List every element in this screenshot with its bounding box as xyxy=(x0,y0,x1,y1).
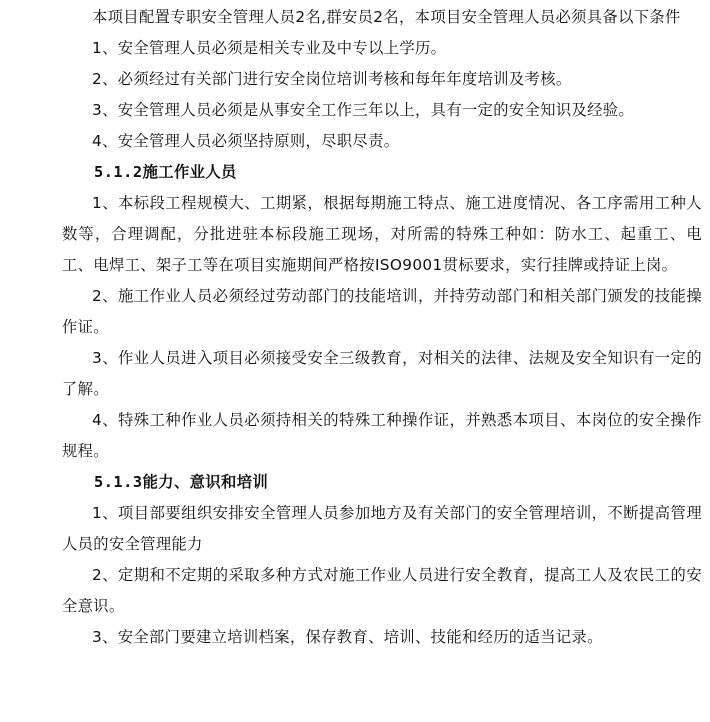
paragraph-item: 2、必须经过有关部门进行安全岗位培训考核和每年年度培训及考核。 xyxy=(92,70,572,88)
paragraph-item: 3、安全管理人员必须是从事安全工作三年以上，具有一定的安全知识及经验。 xyxy=(92,101,635,119)
paragraph-item: 4、特殊工种作业人员必须持相关的特殊工种操作证，并熟悉本项目、本岗位的安全操作规程。 xyxy=(62,411,702,460)
document-body xyxy=(62,2,702,653)
paragraph-item: 4、安全管理人员必须坚持原则，尽职尽责。 xyxy=(92,132,400,150)
paragraph-intro: 本项目配置专职安全管理人员2名,群安员2名，本项目安全管理人员必须具备以下条件 xyxy=(92,8,681,26)
paragraph-item: 2、施工作业人员必须经过劳动部门的技能培训，并持劳动部门和相关部门颁发的技能操作证。 xyxy=(62,287,702,336)
section-heading xyxy=(62,157,702,188)
section-title: 施工作业人员 xyxy=(142,163,237,181)
paragraph-item: 1、安全管理人员必须是相关专业及中专以上学历。 xyxy=(92,39,447,57)
paragraph-item: 3、安全部门要建立培训档案，保存教育、培训、技能和经历的适当记录。 xyxy=(92,628,603,646)
paragraph-item: 3、作业人员进入项目必须接受安全三级教育，对相关的法律、法规及安全知识有一定的了解。 xyxy=(62,349,702,398)
paragraph-item: 1、本标段工程规模大、工期紧，根据每期施工特点、施工进度情况、各工序需用工种人数等，合理调配，分批进驻本标段施工现场，对所需的特殊工种如：防水工、起重工、电工、电焊工、架子工等在项目实施期间严格按ISO9001贯标要求，实行挂牌或持证上岗。 xyxy=(62,194,702,274)
section-heading xyxy=(62,467,702,498)
paragraph-item: 1、项目部要组织安排安全管理人员参加地方及有关部门的安全管理培训，不断提高管理人员的安全管理能力 xyxy=(62,504,702,553)
paragraph-item: 2、定期和不定期的采取多种方式对施工作业人员进行安全教育，提高工人及农民工的安全意识。 xyxy=(62,566,702,615)
section-title: 能力、意识和培训 xyxy=(142,473,269,491)
section-number: 5.1.2 xyxy=(94,163,143,181)
section-number: 5.1.3 xyxy=(94,473,143,491)
